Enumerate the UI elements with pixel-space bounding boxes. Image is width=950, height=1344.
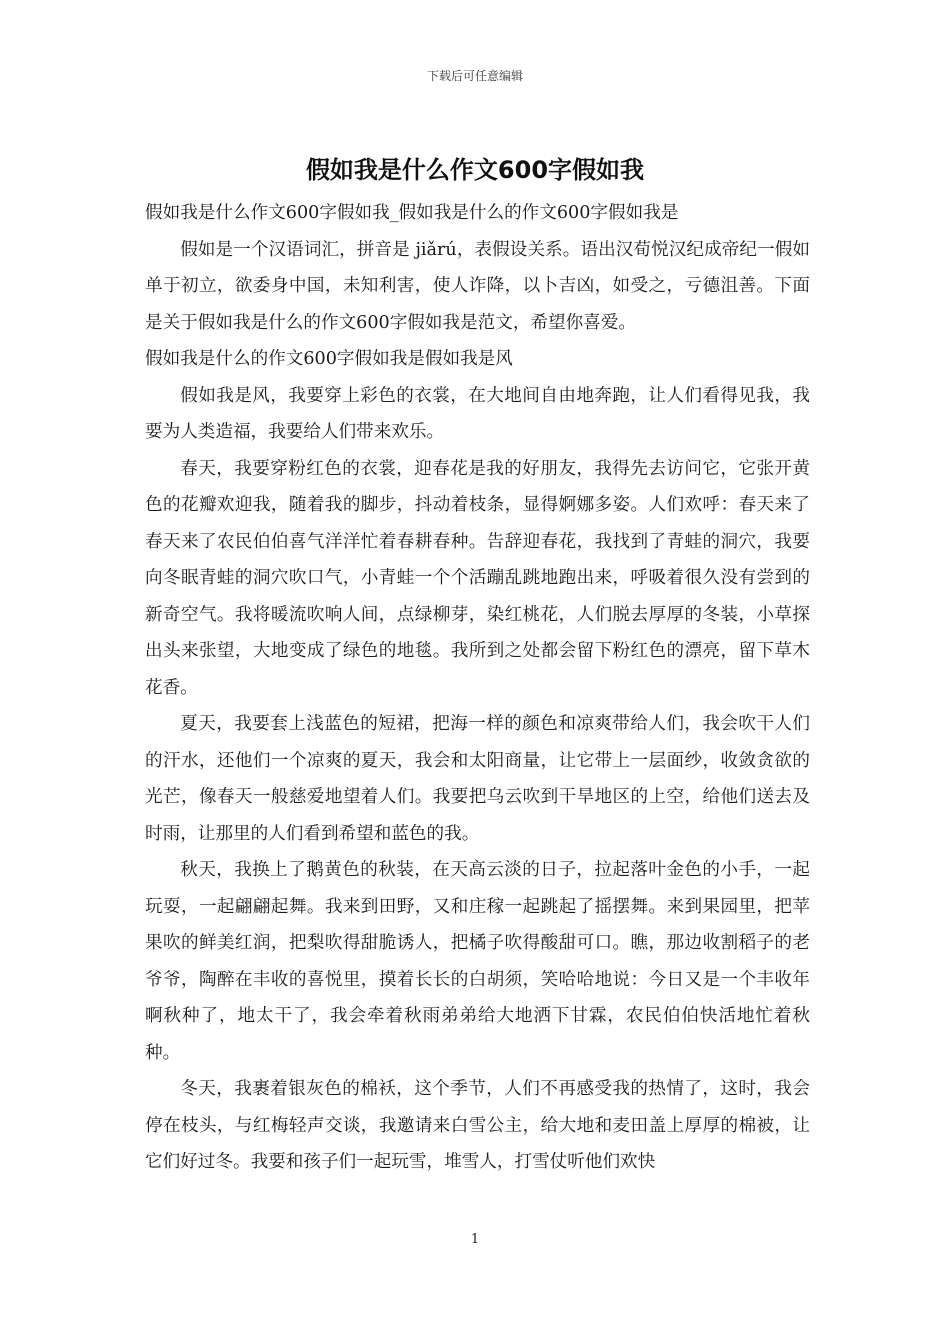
document-title: 假如我是什么作文600字假如我 [305, 156, 645, 184]
page-number: 1 [470, 1232, 480, 1247]
paragraph: 假如我是什么的作文600字假如我是假如我是风 [145, 349, 513, 369]
paragraph: 假如是一个汉语词汇，拼音是 jiǎrú，表假设关系。语出汉荀悦汉纪成帝纪一假如单于初立，欲委身中国，未知利害，使人诈降，以卜吉凶，如受之，亏德沮善。下面是关于假如我是什么的作文600字假如我是范文，希望你喜爱。 [145, 239, 810, 333]
paragraph: 假如我是什么作文600字假如我_假如我是什么的作文600字假如我是 [145, 203, 679, 223]
paragraph: 秋天，我换上了鹅黄色的秋装，在天高云淡的日子，拉起落叶金色的小手，一起玩耍，一起翩翩起舞。我来到田野，又和庄稼一起跳起了摇摆舞。来到果园里，把苹果吹的鲜美红润，把梨吹得甜脆诱人，把橘子吹得酸甜可口。瞧，那边收割稻子的老爷爷，陶醉在丰收的喜悦里，摸着长长的白胡须，笑哈哈地说：今日又是一个丰收年啊秋种了，地太干了，我会牵着秋雨弟弟给大地洒下甘霖，农民伯伯快活地忙着秋种。 [145, 860, 810, 1063]
document-body [145, 195, 810, 1181]
paragraph: 冬天，我裹着银灰色的棉袄，这个季节，人们不再感受我的热情了，这时，我会停在枝头，与红梅轻声交谈，我邀请来白雪公主，给大地和麦田盖上厚厚的棉被，让它们好过冬。我要和孩子们一起玩雪，堆雪人，打雪仗听他们欢快 [145, 1079, 810, 1172]
paragraph: 假如我是风，我要穿上彩色的衣裳，在大地间自由地奔跑，让人们看得见我，我要为人类造福，我要给人们带来欢乐。 [145, 385, 810, 442]
header-note: 下载后可任意编辑 [426, 69, 523, 83]
paragraph: 春天，我要穿粉红色的衣裳，迎春花是我的好朋友，我得先去访问它，它张开黄色的花瓣欢迎我，随着我的脚步，抖动着枝条，显得婀娜多姿。人们欢呼：春天来了春天来了农民伯伯喜气洋洋忙着春耕春种。告辞迎春花，我找到了青蛙的洞穴，我要向冬眠青蛙的洞穴吹口气，小青蛙一个个活蹦乱跳地跑出来，呼吸着很久没有尝到的新奇空气。我将暖流吹响人间，点绿柳芽，染红桃花，人们脱去厚厚的冬装，小草探出头来张望，大地变成了绿色的地毯。我所到之处都会留下粉红色的漂亮，留下草木花香。 [145, 458, 810, 698]
paragraph: 夏天，我要套上浅蓝色的短裙，把海一样的颜色和凉爽带给人们，我会吹干人们的汗水，还他们一个凉爽的夏天，我会和太阳商量，让它带上一层面纱，收敛贪欲的光芒，像春天一般慈爱地望着人们。我要把乌云吹到干旱地区的上空，给他们送去及时雨，让那里的人们看到希望和蓝色的我。 [145, 714, 810, 844]
